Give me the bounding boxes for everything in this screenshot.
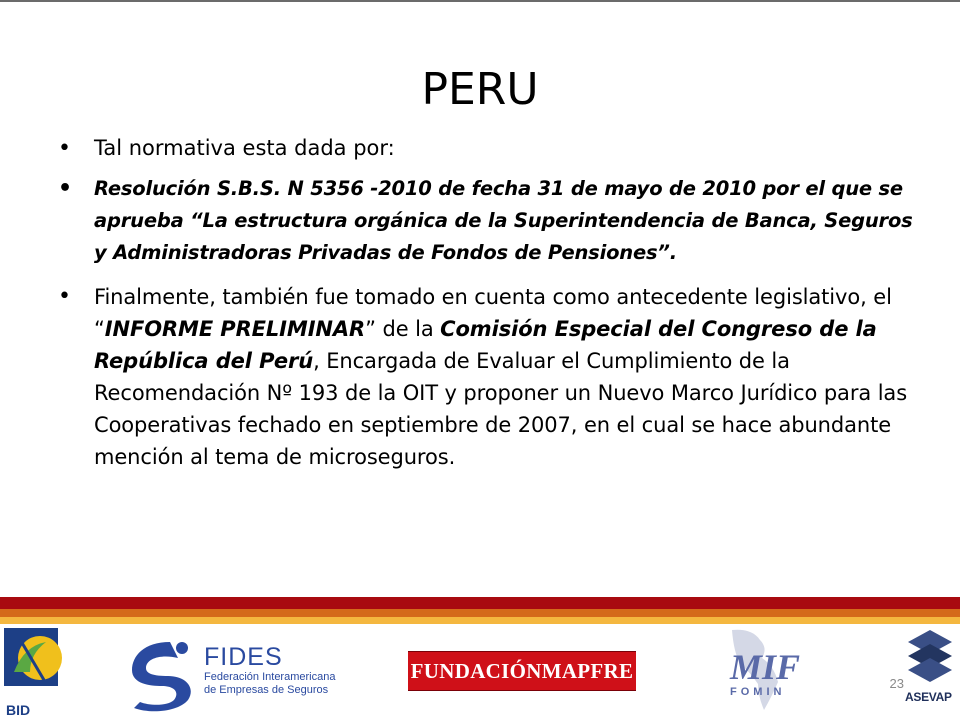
mif-logo-text xyxy=(730,648,800,698)
bullet-item xyxy=(54,173,914,269)
bullet-text-part: , Encargada de Evaluar el Cumplimiento de la Recomendación Nº 193 de la OIT y proponer un Nuevo Marco Jurídico para las Cooperativas fechado en septiembre de 2007, en el cual se hace abundante mención al tema de microseguros. xyxy=(94,349,908,469)
fomin-wordmark: FOMIN xyxy=(730,686,786,698)
comision-especial-emphasis: Comisión Especial del Congreso de la República del Perú xyxy=(94,317,877,373)
bullet-text: Tal normativa esta dada por: xyxy=(94,136,395,160)
bullet-item xyxy=(54,281,914,473)
footer-band-dark xyxy=(0,597,960,609)
bullet-text-part: ” de la xyxy=(365,317,441,341)
bullet-text: Resolución S.B.S. N 5356 -2010 de fecha 31 de mayo de 2010 por el que se aprueba “La estructura orgánica de la Superintendencia de Banca, Seguros y Administradoras Privadas de Fondos de Pensiones”. xyxy=(94,177,913,264)
fides-subtitle-line: Federación Interamericana xyxy=(204,671,336,683)
bullet-dot-icon: • xyxy=(58,136,71,161)
footer-color-band xyxy=(0,597,960,624)
bullet-item xyxy=(54,133,914,164)
fides-logo-text xyxy=(204,644,335,697)
mif-wordmark: MIF xyxy=(730,647,801,687)
top-divider xyxy=(0,0,960,2)
asevap-logo-text: ASEVAP xyxy=(905,690,952,704)
fides-subtitle-line: de Empresas de Seguros xyxy=(204,684,329,696)
bid-logo-icon xyxy=(0,624,62,704)
fides-name: FIDES xyxy=(204,643,283,671)
fides-logo-icon xyxy=(124,636,200,712)
footer-band-light xyxy=(0,617,960,624)
footer-band-mid xyxy=(0,609,960,617)
asevap-logo-icon xyxy=(904,628,956,688)
bullet-list xyxy=(54,133,914,473)
bullet-text-part: Finalmente, también fue tomado en cuenta como antecedente legislativo, el “ xyxy=(94,285,892,341)
page-number: 23 xyxy=(889,676,904,691)
bullet-dot-icon: • xyxy=(58,176,72,201)
fundacion-mapfre-logo: FUNDACIÓNMAPFRE xyxy=(408,651,636,691)
bullet-dot-icon: • xyxy=(58,284,71,309)
informe-preliminar-emphasis: INFORME PRELIMINAR xyxy=(104,317,366,341)
bid-logo-text: BID xyxy=(6,702,31,718)
slide-title: PERU xyxy=(421,64,539,115)
